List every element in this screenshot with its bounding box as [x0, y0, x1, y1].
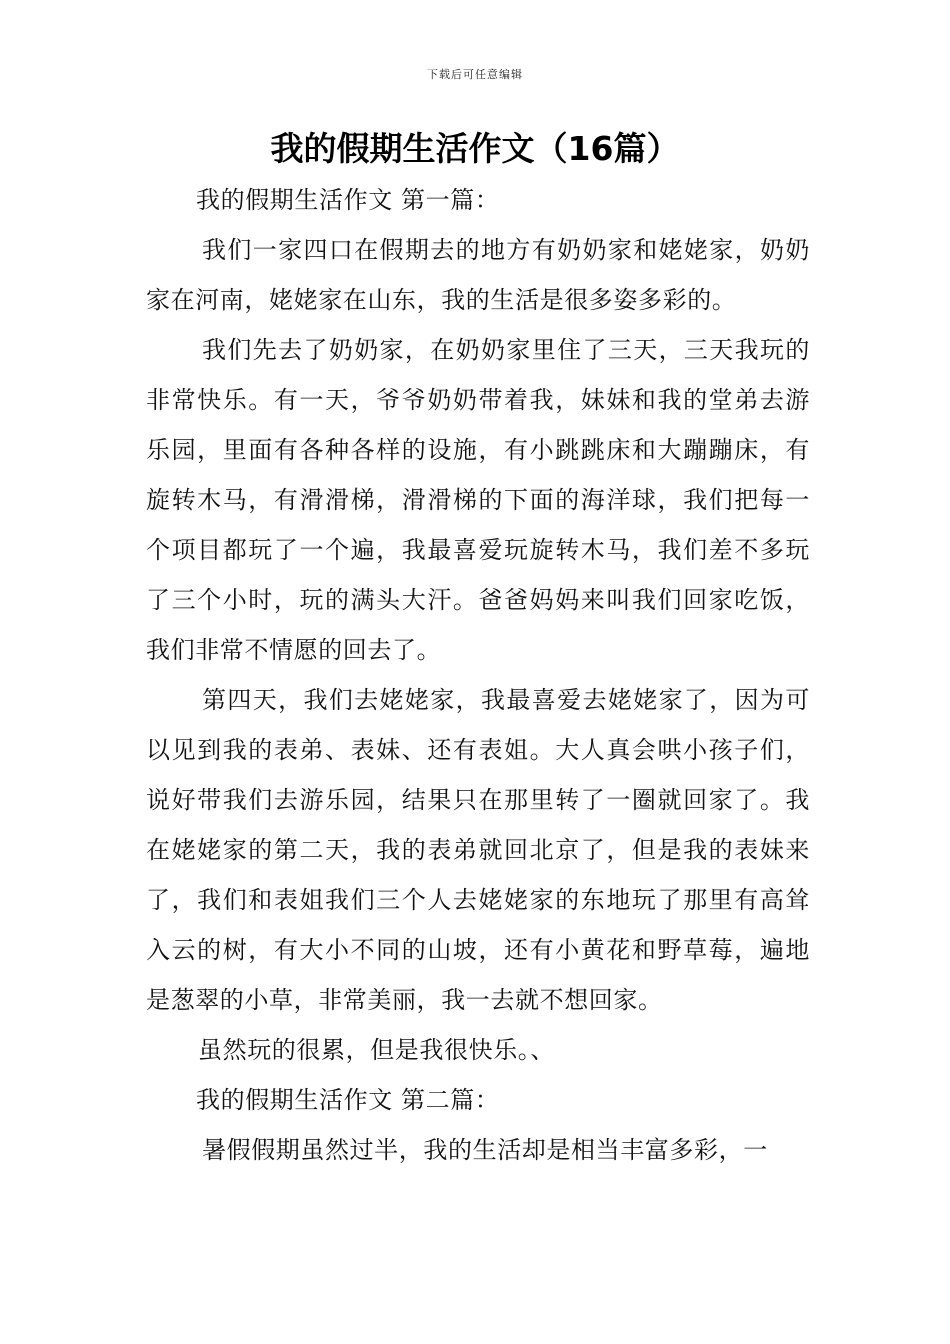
header-note: 下载后可任意编辑	[427, 68, 523, 81]
paragraph-2: 我们先去了奶奶家，在奶奶家里住了三天，三天我玩的非常快乐。有一天，爷爷奶奶带着我，妹妹和我的堂弟去游乐园，里面有各种各样的设施，有小跳跳床和大蹦蹦床，有旋转木马，有滑滑梯，滑滑梯的下面的海洋球，我们把每一个项目都玩了一个遍，我最喜爱玩旋转木马，我们差不多玩了三个小时，玩的满头大汗。爸爸妈妈来叫我们回家吃饭，我们非常不情愿的回去了。	[146, 336, 810, 664]
paragraph-4: 虽然玩的很累，但是我很快乐。、	[198, 1036, 555, 1064]
section-heading-2: 我的假期生活作文 第二篇：	[196, 1086, 500, 1114]
document-body	[146, 175, 810, 1175]
paragraph-3: 第四天，我们去姥姥家，我最喜爱去姥姥家了，因为可以见到我的表弟、表妹、还有表姐。大人真会哄小孩子们，说好带我们去游乐园，结果只在那里转了一圈就回家了。我在姥姥家的第二天，我的表弟就回北京了，但是我的表妹来了，我们和表姐我们三个人去姥姥家的东地玩了那里有高耸入云的树，有大小不同的山坡，还有小黄花和野草莓，遍地是葱翠的小草，非常美丽，我一去就不想回家。	[146, 686, 810, 1014]
document-title: 我的假期生活作文（16篇）	[270, 129, 680, 168]
section-heading-1: 我的假期生活作文 第一篇：	[196, 186, 500, 214]
paragraph-5: 暑假假期虽然过半，我的生活却是相当丰富多彩，一	[202, 1136, 768, 1164]
paragraph-1: 我们一家四口在假期去的地方有奶奶家和姥姥家，奶奶家在河南，姥姥家在山东，我的生活是很多姿多彩的。	[146, 236, 810, 314]
